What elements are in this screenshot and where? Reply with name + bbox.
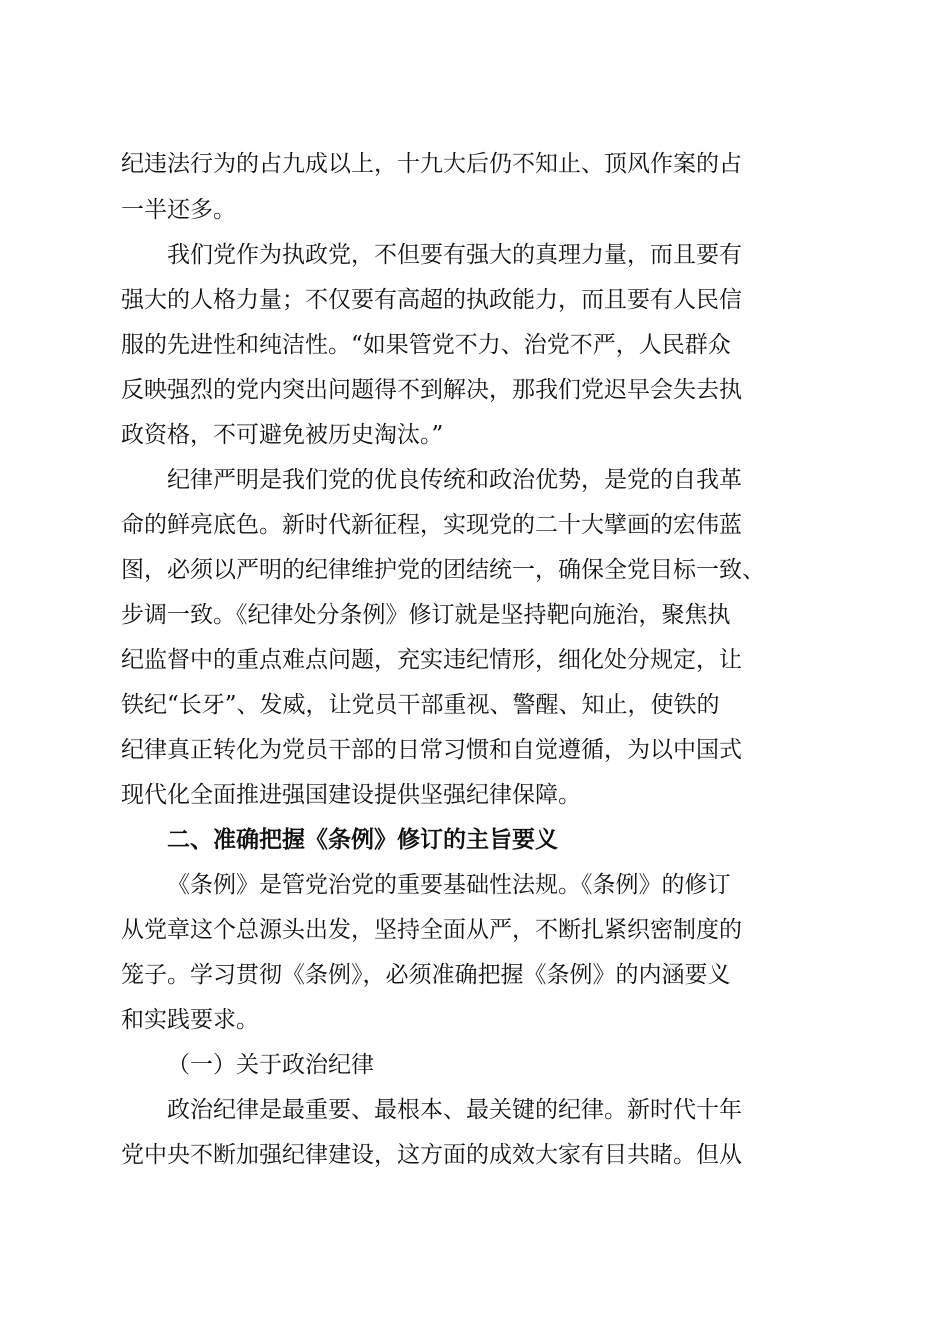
text-line: 一半还多。 bbox=[121, 197, 236, 223]
text-line: 铁纪“长牙”、发威，让党员干部重视、警醒、知止，使铁的 bbox=[121, 692, 720, 718]
text-line: 和实践要求。 bbox=[121, 1007, 259, 1033]
text-line: 命的鲜亮底色。新时代新征程，实现党的二十大擘画的宏伟蓝 bbox=[121, 512, 742, 538]
paragraph-first-line: 我们党作为执政党，不但要有强大的真理力量，而且要有 bbox=[167, 242, 742, 268]
text-line: 笼子。学习贯彻《条例》，必须准确把握《条例》的内涵要义 bbox=[121, 962, 731, 988]
text-line: 服的先进性和纯洁性。“如果管党不力、治党不严，人民群众 bbox=[121, 332, 731, 358]
paragraph-first-line: 《条例》是管党治党的重要基础性法规。《条例》的修订 bbox=[167, 872, 731, 898]
paragraph-first-line: 纪律严明是我们党的优良传统和政治优势，是党的自我革 bbox=[167, 467, 742, 493]
text-line: 反映强烈的党内突出问题得不到解决，那我们党迟早会失去执 bbox=[121, 377, 742, 403]
text-line: 党中央不断加强纪律建设，这方面的成效大家有目共睹。但从 bbox=[121, 1142, 742, 1168]
subsection-heading: （一）关于政治纪律 bbox=[167, 1052, 374, 1078]
paragraph-first-line: 政治纪律是最重要、最根本、最关键的纪律。新时代十年 bbox=[167, 1097, 742, 1123]
text-line: 纪监督中的重点难点问题，充实违纪情形，细化处分规定，让 bbox=[121, 647, 742, 673]
text-line: 现代化全面推进强国建设提供坚强纪律保障。 bbox=[121, 782, 581, 808]
section-heading: 二、准确把握《条例》修订的主旨要义 bbox=[167, 827, 558, 853]
text-line: 从党章这个总源头出发，坚持全面从严，不断扎紧织密制度的 bbox=[121, 917, 742, 943]
text-line: 纪律真正转化为党员干部的日常习惯和自觉遵循，为以中国式 bbox=[121, 737, 742, 763]
text-line: 步调一致。《纪律处分条例》修订就是坚持靶向施治，聚焦执 bbox=[121, 602, 731, 628]
text-line: 强大的人格力量；不仅要有高超的执政能力，而且要有人民信 bbox=[121, 287, 742, 313]
text-line: 政资格，不可避免被历史淘汰。” bbox=[121, 422, 444, 448]
text-line: 纪违法行为的占九成以上，十九大后仍不知止、顶风作案的占 bbox=[121, 151, 742, 177]
text-line: 图，必须以严明的纪律维护党的团结统一，确保全党目标一致、 bbox=[121, 557, 765, 583]
